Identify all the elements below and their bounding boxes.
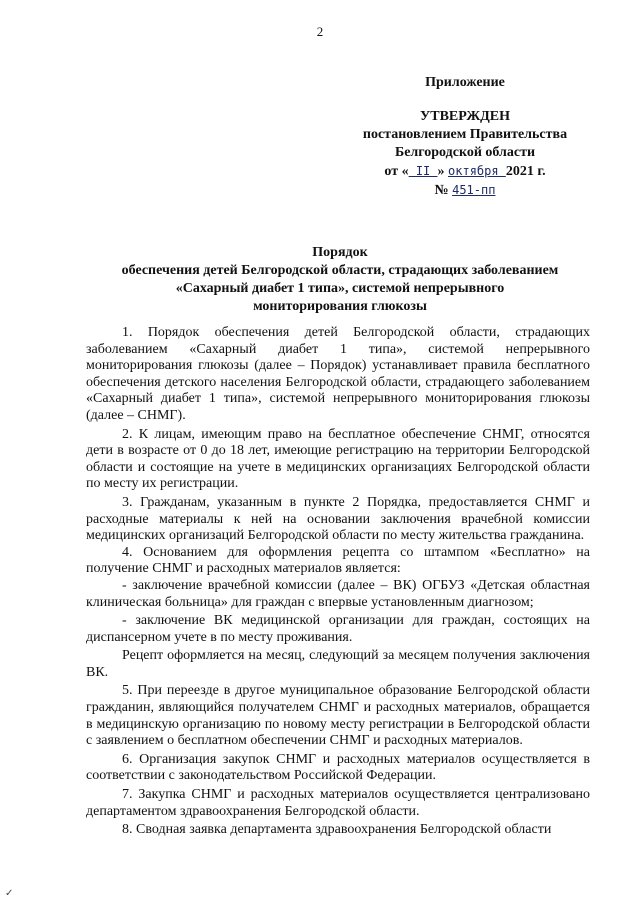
approved-heading: УТВЕРЖДЕН: [419, 109, 511, 124]
paragraph-6: 6. Организация закупок СНМГ и расходных материалов осуществляется в соответствии с законодательством Российской Федерации.: [86, 751, 590, 784]
number-value: 451-пп: [452, 183, 496, 197]
date-prefix: от «: [384, 164, 409, 179]
document-title: [90, 244, 590, 316]
date-day: II: [408, 164, 438, 178]
scan-mark: ✓: [5, 888, 14, 899]
document-body: [86, 325, 590, 839]
paragraph-7: 7. Закупка СНМГ и расходных материалов осуществляется централизовано департаментом здравоохранения Белгородской области.: [86, 787, 590, 819]
title-line-1: Порядок: [312, 245, 368, 260]
approved-by-line-1: постановлением Правительства: [362, 127, 568, 142]
number-prefix: №: [434, 183, 453, 198]
title-line-3: «Сахарный диабет 1 типа», системой непрерывного: [175, 281, 505, 296]
approved-by-line-2: Белгородской области: [394, 145, 536, 160]
page-number: 2: [316, 24, 324, 39]
paragraph-2: 2. К лицам, имеющим право на бесплатное обеспечение СНМГ, относятся дети в возрасте от 0 до 18 лет, имеющие регистрацию на территории Белгородской области и состоящие на учете в медицинских организациях Белгородской области по месту их регистрации.: [86, 426, 590, 492]
approval-block: [340, 74, 590, 200]
date-month: октября: [448, 164, 506, 178]
date-mid: »: [437, 164, 449, 179]
approval-number: [340, 181, 590, 200]
date-year: 2021 г.: [505, 164, 546, 179]
approval-date: [340, 162, 590, 181]
paragraph-1: 1. Порядок обеспечения детей Белгородской области, страдающих заболеванием «Сахарный диабет 1 типа», системой непрерывного мониторирования глюкозы (далее – Порядок) устанавливает правила бесплатного обеспечения детского населения Белгородской области, страдающего заболеванием «Сахарный диабет 1 типа», системой непрерывного мониторирования глюкозы (далее – СНМГ).: [86, 325, 590, 423]
paragraph-4-item-1: - заключение врачебной комиссии (далее – ВК) ОГБУЗ «Детская областная клиническая больница» для граждан с впервые установленным диагнозом;: [86, 577, 590, 610]
paragraph-4-note: Рецепт оформляется на месяц, следующий за месяцем получения заключения ВК.: [86, 648, 590, 680]
paragraph-8: 8. Сводная заявка департамента здравоохранения Белгородской области: [122, 822, 552, 838]
paragraph-3: 3. Гражданам, указанным в пункте 2 Порядка, предоставляется СНМГ и расходные материалы к ней на основании заключения врачебной комиссии медицинских организаций Белгородской области по месту жительства гражданина.: [86, 494, 590, 544]
paragraph-4-item-2: - заключение ВК медицинской организации для граждан, состоящих на диспансерном учете в по месту проживания.: [86, 613, 590, 645]
paragraph-5: 5. При переезде в другое муниципальное образование Белгородской области гражданин, являющийся получателем СНМГ и расходных материалов, обращается в медицинскую организацию по новому месту регистрации в Белгородской области с заявлением о бесплатном обеспечении СНМГ и расходных материалов.: [86, 683, 590, 749]
title-line-2: обеспечения детей Белгородской области, страдающих заболеванием: [121, 263, 559, 278]
title-line-4: мониторирования глюкозы: [253, 299, 427, 314]
paragraph-4: 4. Основанием для оформления рецепта со штампом «Бесплатно» на получение СНМГ и расходных материалов является:: [86, 544, 590, 577]
annex-label: Приложение: [425, 75, 505, 90]
